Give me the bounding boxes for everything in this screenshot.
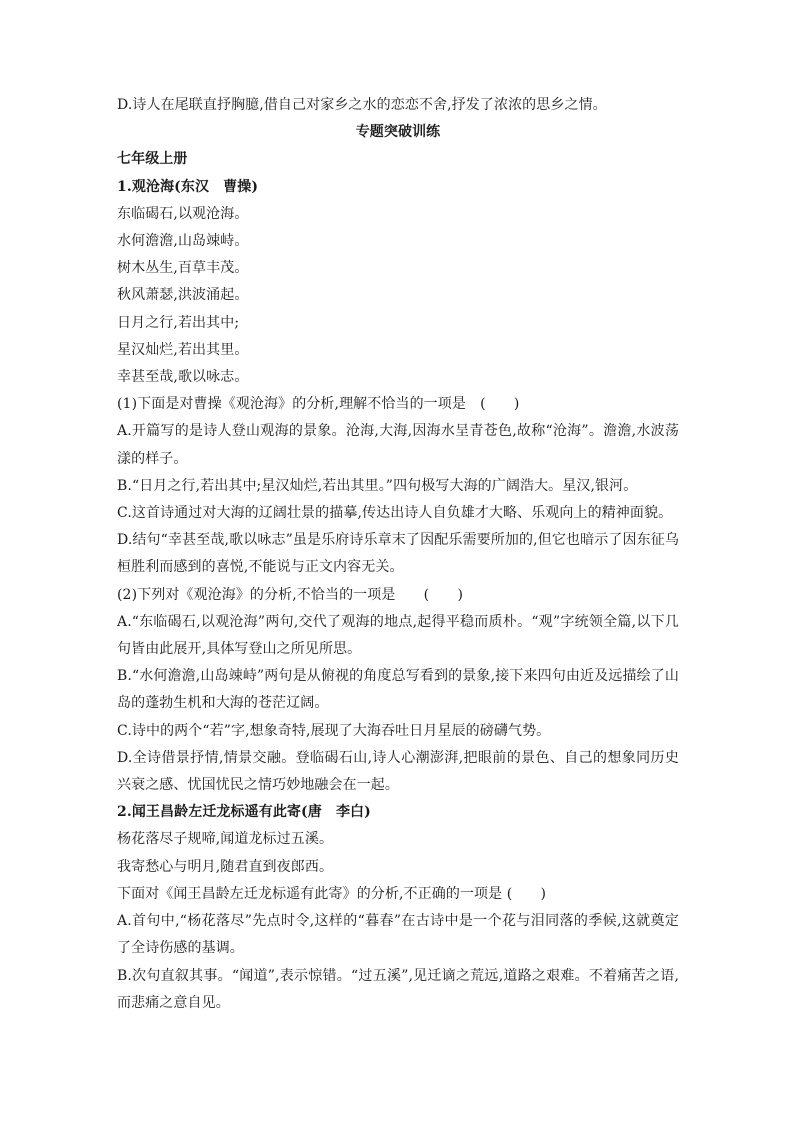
text-line: 杨花落尽子规啼,闻道龙标过五溪。 — [117, 831, 334, 848]
text-line: B.“水何澹澹,山岛竦峙”两句是从俯视的角度总写看到的景象,接下来四句由近及远描绘了山岛的蓬勃生机和大海的苍茫辽阔。 — [117, 668, 679, 712]
text-line: D.全诗借景抒情,情景交融。登临碣石山,诗人心潮澎湃,把眼前的景色、自己的想象同历史兴衰之感、忧国忧民之情巧妙地融会在一起。 — [117, 749, 679, 794]
text-line: 幸甚至哉,歌以咏志。 — [117, 369, 249, 386]
text-line: 树木丛生,百草丰茂。 — [117, 260, 249, 277]
text-line: A.开篇写的是诗人登山观海的景象。沧海,大海,因海水呈青苍色,故称“沧海”。澹澹,水波荡漾的样子。 — [117, 423, 679, 467]
text-line: B.次句直叙其事。“闻道”,表示惊错。“过五溪”,见迁谪之荒远,道路之艰难。不着痛苦之语,而悲痛之意自见。 — [117, 967, 679, 1011]
text-line: C.诗中的两个“若”字,想象奇特,展现了大海吞吐日月星辰的磅礴气势。 — [117, 722, 551, 739]
text-line: 下面对《闻王昌龄左迁龙标遥有此寄》的分析,不正确的一项是 ( ) — [117, 885, 547, 902]
section-title: 专题突破训练 — [355, 124, 441, 141]
text-line: 七年级上册 — [117, 151, 188, 168]
text-line: A.“东临碣石,以观沧海”两句,交代了观海的地点,起得平稳而质朴。“观”字统领全篇,以下几句皆由此展开,具体写登山之所见所思。 — [117, 613, 679, 658]
document-page — [117, 92, 679, 1017]
text-line: 我寄愁心与明月,随君直到夜郎西。 — [117, 858, 334, 875]
text-line: C.这首诗通过对大海的辽阔壮景的描摹,传达出诗人自负雄才大略、乐观向上的精神面貌。 — [117, 505, 673, 522]
text-line: 2.闻王昌龄左迁龙标遥有此寄(唐 李白) — [117, 804, 371, 821]
text-line: B.“日月之行,若出其中;星汉灿烂,若出其里。”四句极写大海的广阔浩大。星汉,银河。 — [117, 477, 638, 494]
text-line: A.首句中,“杨花落尽”先点时令,这样的“暮春”在古诗中是一个花与泪同落的季候,这就奠定了全诗伤感的基调。 — [117, 913, 679, 957]
text-line: 水何澹澹,山岛竦峙。 — [117, 233, 249, 250]
text-line: D.结句“幸甚至哉,歌以咏志”虽是乐府诗乐章末了因配乐需要所加的,但它也暗示了因东征乌桓胜利而感到的喜悦,不能说与正文内容无关。 — [117, 532, 679, 576]
text-line: 秋风萧瑟,洪波涌起。 — [117, 287, 249, 304]
text-line: 日月之行,若出其中; — [117, 314, 240, 331]
text-line: 星汉灿烂,若出其里。 — [117, 341, 249, 358]
text-line: 东临碣石,以观沧海。 — [117, 205, 249, 222]
text-line: D.诗人在尾联直抒胸臆,借自己对家乡之水的恋恋不舍,抒发了浓浓的思乡之情。 — [117, 97, 607, 113]
text-line: (2)下列对《观沧海》的分析,不恰当的一项是 ( ) — [117, 586, 464, 603]
text-line: (1)下面是对曹操《观沧海》的分析,理解不恰当的一项是 ( ) — [117, 396, 520, 413]
text-line: 1.观沧海(东汉 曹操) — [117, 178, 259, 195]
